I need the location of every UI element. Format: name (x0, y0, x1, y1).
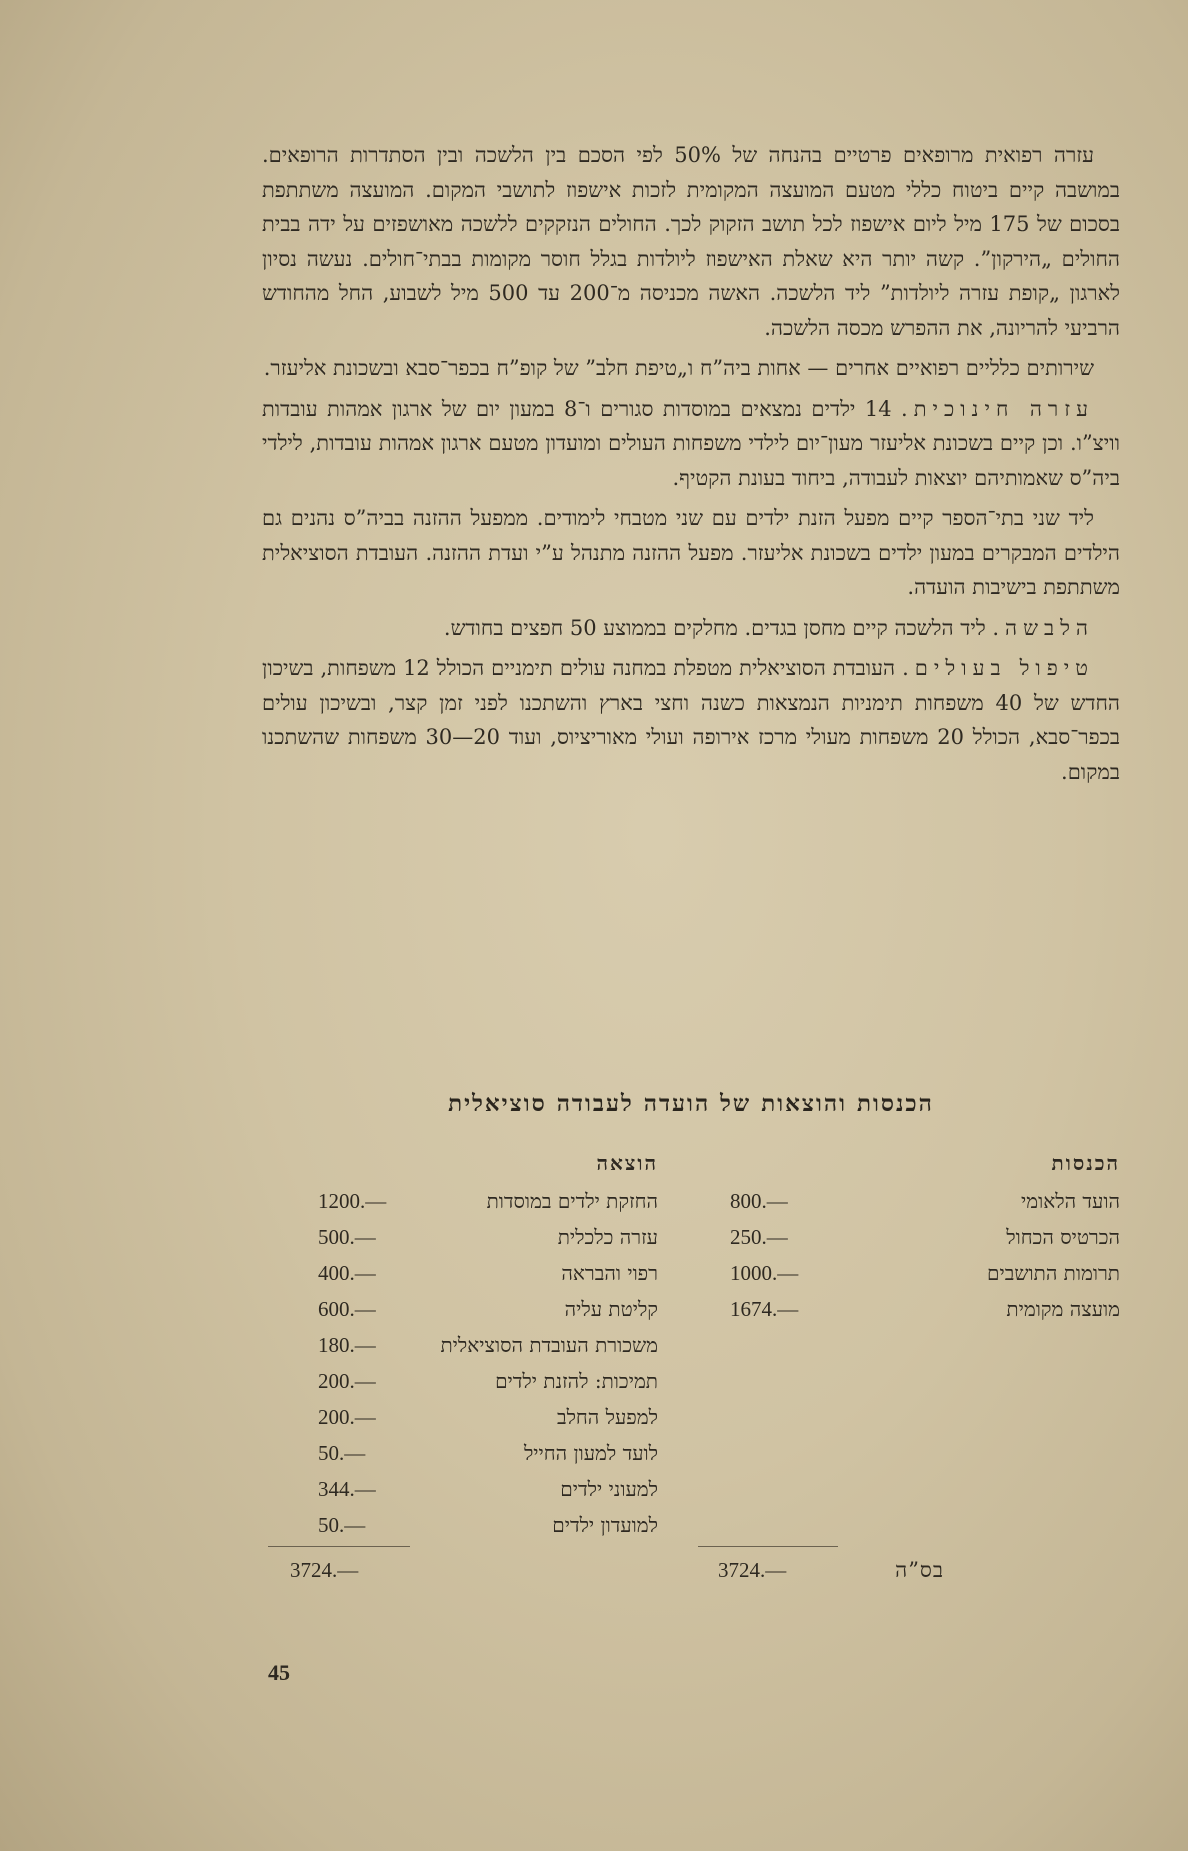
expense-label: עזרה כלכלית (557, 1225, 658, 1249)
immigrants-heading: טיפול בעולים. (902, 656, 1094, 680)
table-row (258, 1507, 658, 1543)
expense-amount: 1200.— (318, 1189, 387, 1213)
expense-label: משכורת העובדת הסוציאלית (440, 1333, 658, 1357)
income-label: הועד הלאומי (1021, 1189, 1120, 1213)
expense-amount: 200.— (318, 1405, 376, 1429)
table-row (690, 1291, 1120, 1327)
expense-label: למועדון ילדים (552, 1513, 658, 1537)
table-row (258, 1399, 658, 1435)
expense-amount: 344.— (318, 1477, 376, 1501)
table-row (690, 1219, 1120, 1255)
paragraph-general-services: שירותים כלליים רפואיים אחרים — אחות ביה”ח ו„טיפת חלב” של קופ”ח בכפר־סבא ובשכונת אליעזר. (263, 356, 1094, 380)
income-total-rule (698, 1546, 838, 1547)
expense-amount: 50.— (318, 1441, 366, 1465)
table-title: הכנסות והוצאות של הועדה לעבודה סוציאלית (448, 1090, 934, 1117)
immigrants-text: העובדת הסוציאלית מטפלת במחנה עולים תימניים הכולל 12 משפחות, בשיכון החדש של 40 משפחות תימניות הנמצאות כשנה וחצי בארץ והשתכנו לפני זמן קצר, ובשיכון עולים בכפר־סבא, הכולל 20 משפחות מעולי מרכז אירופה ועולי מאוריציוס, ועוד 20—30 משפחות שהשתכנו במקום. (262, 656, 1120, 784)
table-row (258, 1255, 658, 1291)
expense-label: רפוי והבראה (561, 1261, 658, 1285)
expense-label: למעוני ילדים (560, 1477, 658, 1501)
expense-label: קליטת עליה (564, 1297, 658, 1321)
page-number: 45 (268, 1660, 290, 1685)
expense-amount: 600.— (318, 1297, 376, 1321)
education-heading: עזרה חינוכית. (901, 396, 1094, 421)
body-text (262, 138, 1120, 795)
paragraph-immigrants (262, 651, 1120, 789)
paragraph-feeding: ליד שני בתי־הספר קיים מפעל הזנת ילדים עם שני מטבחי לימודים. ממפעל ההזנה בביה”ס נהנים גם הילדים המבקרים במעון ילדים בשכונת אליעזר. מפעל ההזנה מתנהל ע”י ועדת ההזנה. העובדת הסוציאלית משתתפת בישיבות הועדה. (262, 506, 1120, 599)
table-row (690, 1255, 1120, 1291)
expense-label: לועד למעון החייל (523, 1441, 658, 1465)
clothing-text: ליד הלשכה קיים מחסן בגדים. מחלקים בממוצע 50 חפצים בחודש. (443, 615, 993, 640)
income-amount: 250.— (730, 1225, 788, 1249)
table-row (258, 1471, 658, 1507)
income-label: תרומות התושבים (986, 1261, 1120, 1285)
expense-header: הוצאה (596, 1151, 658, 1175)
expense-label: החזקת ילדים במוסדות (486, 1189, 658, 1213)
expense-amount: 400.— (318, 1261, 376, 1285)
income-column (690, 1143, 1120, 1327)
paragraph-medical-aid: עזרה רפואית מרופאים פרטיים בהנחה של 50% לפי הסכם בין הלשכה ובין הסתדרות הרופאים. במושבה קיים ביטוח כללי מטעם המועצה המקומית לזכות אישפוז לתושבי המקום. המועצה משתתפת בסכום של 175 מיל ליום אישפוז לכל תושב הזקוק לכך. החולים הנזקקים ללשכה מאושפזים על ידה בבית החולים „הירקון”. קשה יותר היא שאלת האישפוז ליולדות בגלל חוסר מקומות בבתי־חולים. נעשה נסיון לארגון „קופת עזרה ליולדות” ליד הלשכה. האשה מכניסה מ־200 עד 500 מיל לשבוע, החל מהחודש הרביעי להריונה, את ההפרש מכסה הלשכה. (262, 143, 1121, 340)
income-total: 3724.— (718, 1558, 787, 1582)
table-row (690, 1183, 1120, 1219)
table-row (258, 1219, 658, 1255)
table-row (258, 1291, 658, 1327)
income-amount: 1000.— (730, 1261, 799, 1285)
expense-total-rule (268, 1546, 410, 1547)
total-label: בס”ה (895, 1558, 944, 1582)
education-text: 14 ילדים נמצאים במוסדות סגורים ו־8 במעון יום של ארגון אמהות עובדות וויצ”ו. וכן קיים בשכונת אליעזר מעון־יום לילדי משפחות העולים ומועדון מטעם ארגון אמהות עובדות, לילדי ביה”ס שאמותיהם יוצאות לעבודה, ביחוד בעונת הקטיף. (262, 396, 1120, 490)
table-row (258, 1363, 658, 1399)
table-row (258, 1435, 658, 1471)
income-header: הכנסות (1051, 1151, 1120, 1175)
expense-amount: 500.— (318, 1225, 376, 1249)
table-row (258, 1183, 658, 1219)
expense-label: תמיכות: להזנת ילדים (495, 1369, 658, 1393)
expense-amount: 200.— (318, 1369, 376, 1393)
paragraph-clothing (262, 611, 1120, 646)
expense-label: למפעל החלב (556, 1405, 658, 1429)
income-amount: 1674.— (730, 1297, 799, 1321)
table-row (258, 1327, 658, 1363)
clothing-heading: הלבשה. (992, 615, 1094, 640)
expense-column (258, 1143, 658, 1543)
paragraph-education (262, 392, 1120, 496)
income-amount: 800.— (730, 1189, 788, 1213)
expense-amount: 180.— (318, 1333, 376, 1357)
expense-total: 3724.— (290, 1558, 359, 1582)
expense-amount: 50.— (318, 1513, 366, 1537)
income-label: מועצה מקומית (1006, 1297, 1120, 1321)
income-label: הכרטיס הכחול (1006, 1225, 1120, 1249)
